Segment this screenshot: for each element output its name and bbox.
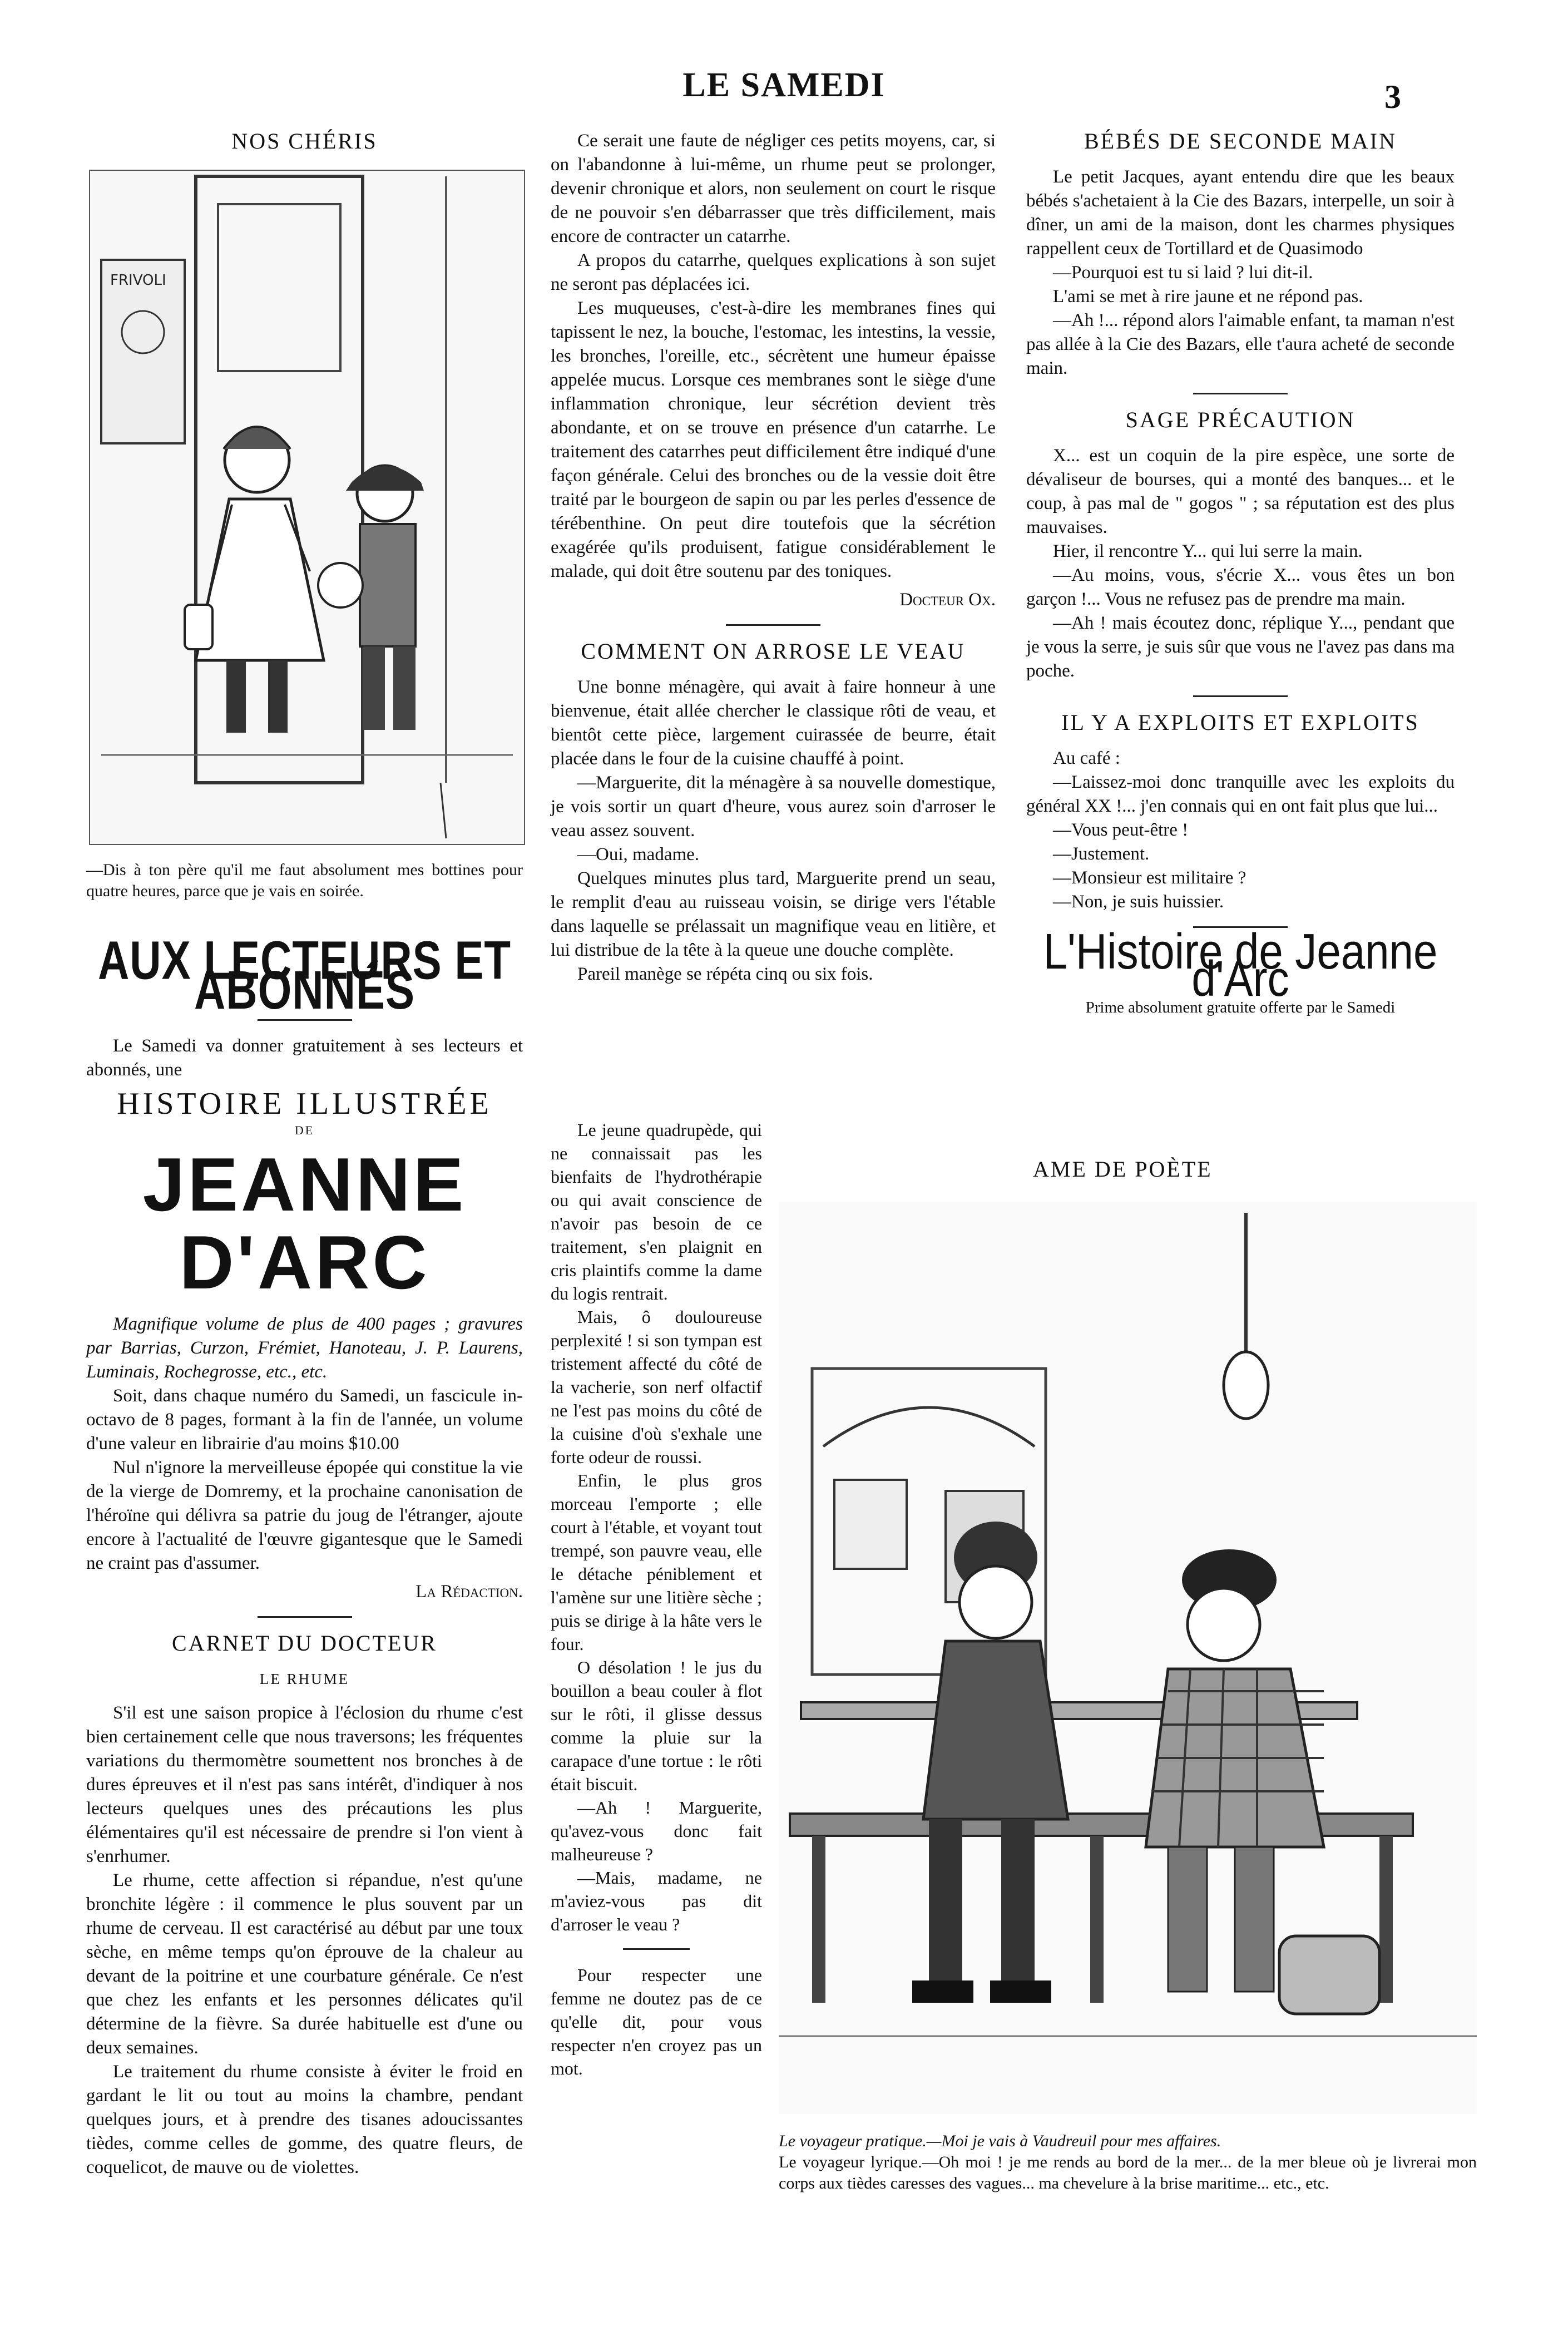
bebes-p4: —Ah !... répond alors l'aimable enfant, ta maman n'est pas allée à la Cie des Bazars, elle t'aura acheté de seconde main. bbox=[1026, 310, 1455, 378]
veau-p3: —Oui, madame. bbox=[577, 844, 700, 865]
sage-p3: —Au moins, vous, s'écrie X... vous êtes un bon garçon !... Vous ne refusez pas de prendre ma main. bbox=[1026, 565, 1455, 609]
rhume-p3: Le traitement du rhume consiste à éviter le froid en gardant le lit ou tout au moins la chambre, pendant quelques jours, et à prendre des tisanes adoucissantes tièdes, comme celles de gomme, des quatre fleurs, de coquelicot, de mauve ou de violettes. bbox=[86, 2062, 523, 2177]
bebes-p1: Le petit Jacques, ayant entendu dire que les beaux bébés s'achetaient à la Cie des Bazars, interpelle, un soir à dîner, un ami de la maison, dont les charmes physiques rappellent ceux de Tortillard et de Quasimodo bbox=[1026, 167, 1455, 259]
divider bbox=[1193, 393, 1288, 394]
de-label: DE bbox=[294, 1123, 315, 1137]
jeanne-darc-title: JEANNE D'ARC bbox=[142, 1142, 467, 1305]
nos-cheris-title: NOS CHÉRIS bbox=[231, 129, 378, 154]
catarrhe-p3: Les muqueuses, c'est-à-dire les membranes fines qui tapissent le nez, la bouche, l'estomac, les intestins, la vessie, les bronches, l'oreille, etc., sécrètent une humeur épaisse appelée mucus. Lorsque ces membranes sont le siège d'une inflammation chronique, leur sécrétion devient très abondante, et on se trouve en présence d'un catarrhe. Le traitement des catarrhes peut difficilement être indiqué d'une façon générale. Celui des bronches ou de la vessie doit être traité par le bourgeon de sapin ou par les perles d'essence de térébenthine. On peut dire toutefois que la sécrétion exagérée qu'ils produisent, fatigue considérablement le malade, qui doit être soutenu par des toniques. bbox=[551, 298, 996, 581]
newspaper-title: LE SAMEDI bbox=[682, 66, 886, 104]
le-rhume-subtitle: LE RHUME bbox=[259, 1671, 350, 1687]
ame-de-poete-illustration bbox=[779, 1202, 1477, 2114]
veau-p7: Mais, ô douloureuse perplexité ! si son tympan est tristement affecté du côté de la vacherie, son nerf olfactif ne l'est pas moins du côté de la cuisine d'où s'exhale une forte odeur de roussi. bbox=[551, 1307, 762, 1467]
bebes-title: BÉBÉS DE SECONDE MAIN bbox=[1084, 129, 1397, 154]
rhume-p2: Le rhume, cette affection si répandue, n'est qu'une bronchite légère : il commence le plus souvent par un rhume de cerveau. Il est caractérisé au début par une toux sèche, en même temps qu'on éprouve de la chaleur au devant de la poitrine et une courbature générale. Ce n'est que chez les enfants et les personnes délicates qu'il détermine de la fièvre. Sa durée habituelle est d'une ou deux semaines. bbox=[86, 1870, 523, 2058]
veau-moral: Pour respecter une femme ne doutez pas de ce qu'elle dit, pour vous respecter n'en croyez pas un mot. bbox=[551, 1965, 762, 2078]
exploits-p6: —Non, je suis huissier. bbox=[1053, 892, 1224, 912]
veau-p9: O désolation ! le jus du bouillon a beau couler à flot sur le rôti, il glisse dessus comme la pluie sur la carapace d'une tortue : le rôti était biscuit. bbox=[551, 1657, 762, 1794]
catarrhe-p1: Ce serait une faute de négliger ces petits moyens, car, si on l'abandonne à lui-même, un rhume peut se prolonger, devenir chronique et alors, non seulement on court le risque de ne pouvoir s'en débarrasser que très difficilement, mais encore de contracter un catarrhe. bbox=[551, 131, 996, 246]
caption-voyageur-pratique: Le voyageur pratique.—Moi je vais à Vaudreuil pour mes affaires. bbox=[779, 2132, 1221, 2150]
histoire-illustree-title: HISTOIRE ILLUSTRÉE bbox=[117, 1086, 492, 1121]
divider bbox=[623, 1948, 690, 1950]
catarrhe-p2: A propos du catarrhe, quelques explications à son sujet ne seront pas déplacées ici. bbox=[551, 250, 996, 294]
divider bbox=[1193, 695, 1288, 697]
veau-p11: —Mais, madame, ne m'aviez-vous pas dit d'arroser le veau ? bbox=[551, 1868, 762, 1934]
sage-p1: X... est un coquin de la pire espèce, une sorte de dévaliseur de bourses, qui a monté des banques... et le coup, à pas mal de " gogos " ; sa réputation est des plus mauvaises. bbox=[1026, 446, 1455, 537]
veau-title: COMMENT ON ARROSE LE VEAU bbox=[581, 639, 966, 664]
page-number: 3 bbox=[1384, 78, 1401, 115]
bebes-p2: —Pourquoi est tu si laid ? lui dit-il. bbox=[1053, 263, 1313, 283]
la-redaction-signature: La Rédaction. bbox=[416, 1582, 523, 1602]
exploits-p4: —Justement. bbox=[1053, 844, 1150, 864]
aux-lecteurs-title: AUX LECTEURS ET ABONNÉS bbox=[97, 929, 512, 1021]
aux-lecteurs-p1: Magnifique volume de plus de 400 pages ; gravures par Barrias, Curzon, Frémiet, Hanoteau, J. P. Laurens, Luminais, Rochegrosse, etc., etc. bbox=[86, 1314, 523, 1382]
ame-de-poete-caption bbox=[779, 2131, 1477, 2194]
nos-cheris-caption: —Dis à ton père qu'il me faut absolument mes bottines pour quatre heures, parce que je vais en soirée. bbox=[86, 861, 523, 900]
exploits-title: IL Y A EXPLOITS ET EXPLOITS bbox=[1061, 710, 1419, 735]
veau-p8: Enfin, le plus gros morceau l'emporte ; elle court à l'étable, et voyant tout trempé, son pauvre veau, elle le détache péniblement et l'amène sur une litière sèche ; puis se dirige à la hâte vers le four. bbox=[551, 1470, 762, 1654]
column-2-narrow bbox=[551, 1118, 762, 2080]
column-3 bbox=[1026, 129, 1455, 1020]
ame-de-poete-heading-box bbox=[1026, 1157, 1249, 1193]
aux-lecteurs-p3: Nul n'ignore la merveilleuse épopée qui constitue la vie de la vierge de Domremy, et la prochaine canonisation de l'héroïne qui délivra sa patrie du joug de l'étranger, ajoute encore à l'actualité de l'œuvre gigantesque que le Samedi ne craint pas d'assumer. bbox=[86, 1458, 523, 1573]
aux-lecteurs-p2: Soit, dans chaque numéro du Samedi, un fascicule in-octavo de 8 pages, formant à la fin de l'année, un volume d'une valeur en librairie d'au moins $10.00 bbox=[86, 1386, 523, 1454]
histoire-jeanne-darc-title: L'Histoire de Jeanne d'Arc bbox=[1043, 923, 1438, 1007]
veau-p1: Une bonne ménagère, qui avait à faire honneur à une bienvenue, était allée chercher le classique rôti de veau, et bientôt cette pièce, largement cuirassée de beurre, était placée dans le four de la cuisine chauffé à point. bbox=[551, 677, 996, 769]
aux-lecteurs-intro: Le Samedi va donner gratuitement à ses lecteurs et abonnés, une bbox=[86, 1036, 523, 1080]
divider bbox=[258, 1616, 352, 1618]
sage-p2: Hier, il rencontre Y... qui lui serre la main. bbox=[1053, 541, 1363, 561]
prime-gratuite-notice: Prime absolument gratuite offerte par le Samedi bbox=[1085, 999, 1396, 1016]
veau-p10: —Ah ! Marguerite, qu'avez-vous donc fait malheureuse ? bbox=[551, 1797, 762, 1864]
rhume-p1: S'il est une saison propice à l'éclosion du rhume c'est bien certainement celle que nous traversons; les fréquentes variations du thermomètre soumettent nos bronches à de dures épreuves et il n'est pas sans intérêt, d'indiquer à nos lecteurs quelques unes des précautions les plus élémentaires qu'il est nécessaire de prendre si l'on vient à s'enrhumer. bbox=[86, 1703, 523, 1866]
column-1 bbox=[86, 129, 523, 165]
docteur-ox-signature: Docteur Ox. bbox=[899, 590, 996, 610]
exploits-p3: —Vous peut-être ! bbox=[1053, 820, 1189, 840]
veau-p5: Pareil manège se répéta cinq ou six fois. bbox=[577, 964, 873, 984]
aux-lecteurs-block bbox=[86, 929, 523, 2180]
column-2-top bbox=[551, 129, 996, 986]
frivoli-sign: FRIVOLI bbox=[110, 272, 166, 289]
caption-voyageur-lyrique: Le voyageur lyrique.—Oh moi ! je me rends au bord de la mer... de la mer bleue où je livrerai mon corps aux tièdes caresses des vagues... ma chevelure à la brise maritime... etc., etc. bbox=[779, 2153, 1477, 2192]
veau-p6: Le jeune quadrupède, qui ne connaissait pas les bienfaits de l'hydrothérapie ou qui avait conscience de n'avoir pas besoin de ce traitement, s'en plaignit en cris plaintifs comme la dame du logis rentrait. bbox=[551, 1120, 762, 1303]
exploits-p5: —Monsieur est militaire ? bbox=[1053, 868, 1247, 888]
ame-de-poete-title: AME DE POÈTE bbox=[1033, 1157, 1213, 1182]
exploits-p1: Au café : bbox=[1053, 748, 1120, 768]
nos-cheris-illustration bbox=[89, 170, 525, 845]
carnet-du-docteur-title: CARNET DU DOCTEUR bbox=[172, 1631, 437, 1656]
sage-p4: —Ah ! mais écoutez donc, réplique Y..., pendant que je vous la serre, je suis sûr que vous ne l'avez pas dans ma poche. bbox=[1026, 613, 1455, 681]
divider bbox=[726, 624, 820, 626]
veau-p2: —Marguerite, dit la ménagère à sa nouvelle domestique, je vois sortir un quart d'heure, vous aurez soin d'arroser le veau assez souvent. bbox=[551, 773, 996, 841]
veau-p4: Quelques minutes plus tard, Marguerite prend un seau, le remplit d'eau au ruisseau voisin, se dirige vers l'étable dans laquelle se prélassait un magnifique veau en litière, et lui distribue de la tête à la queue une douche complète. bbox=[551, 868, 996, 960]
exploits-p2: —Laissez-moi donc tranquille avec les exploits du général XX !... j'en connais qui en ont fait plus que lui... bbox=[1026, 772, 1455, 816]
bebes-p3: L'ami se met à rire jaune et ne répond pas. bbox=[1053, 287, 1363, 307]
sage-precaution-title: SAGE PRÉCAUTION bbox=[1125, 407, 1356, 432]
